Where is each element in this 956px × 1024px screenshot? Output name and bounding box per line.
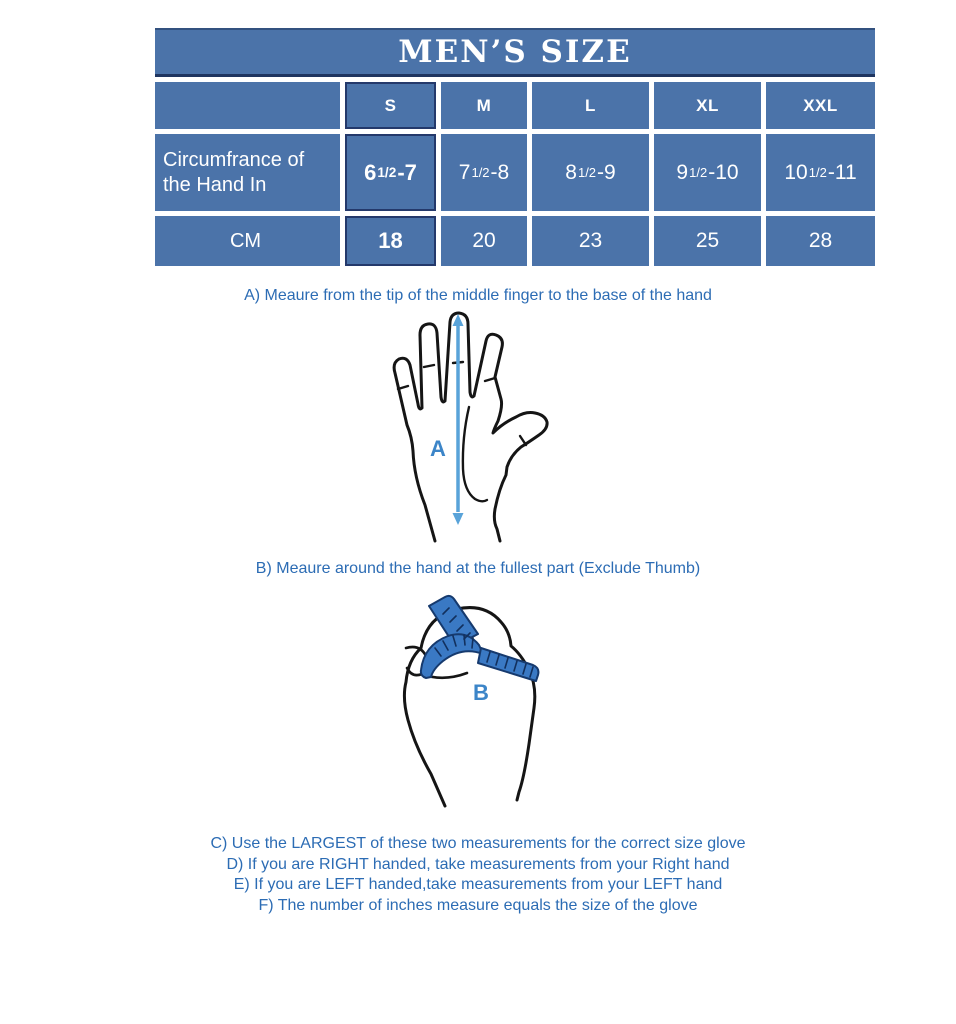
size-header-s: S xyxy=(345,82,436,129)
fist-with-tape-illustration xyxy=(393,588,565,816)
instruction-b: B) Meaure around the hand at the fullest part (Exclude Thumb) xyxy=(255,560,701,577)
diagram-label-b: B xyxy=(473,680,489,705)
inches-value-xxl xyxy=(766,134,875,211)
inches-s-range: -7 xyxy=(397,159,417,185)
instruction-a: A) Meaure from the tip of the middle finger to the base of the hand xyxy=(244,287,712,304)
inches-xxl-range: -11 xyxy=(827,160,857,184)
cm-value-xl: 25 xyxy=(654,216,761,266)
cm-value-m: 20 xyxy=(441,216,527,266)
mens-size-table xyxy=(155,28,875,266)
inches-value-m xyxy=(441,134,527,211)
inches-xxl-fraction: 1/2 xyxy=(808,165,827,180)
inches-xl-whole: 9 xyxy=(676,160,689,184)
instruction-e: E) If you are LEFT handed,take measurements from your LEFT hand xyxy=(233,876,723,893)
cm-row-label: CM xyxy=(155,216,340,266)
inches-l-whole: 8 xyxy=(565,160,577,184)
size-header-xxl: XXL xyxy=(766,82,875,129)
table-title: MEN’S SIZE xyxy=(155,28,875,77)
inches-value-l xyxy=(532,134,649,211)
corner-cell xyxy=(155,82,340,129)
hand-circumference-diagram xyxy=(393,588,565,816)
diagram-label-a: A xyxy=(430,436,446,461)
inches-value-xl xyxy=(654,134,761,211)
inches-row-label: Circumfrance of the Hand In xyxy=(155,134,340,211)
inches-xl-range: -10 xyxy=(708,160,739,184)
inches-m-whole: 7 xyxy=(458,160,471,184)
inches-m-range: -8 xyxy=(490,160,510,184)
inches-s-whole: 6 xyxy=(364,159,377,185)
inches-l-range: -9 xyxy=(597,160,616,184)
hand-outline xyxy=(394,313,547,541)
cm-value-xxl: 28 xyxy=(766,216,875,266)
open-hand-illustration xyxy=(383,309,555,545)
instruction-list xyxy=(0,834,956,916)
inches-l-fraction: 1/2 xyxy=(577,165,597,180)
size-header-m: M xyxy=(441,82,527,129)
size-header-xl: XL xyxy=(654,82,761,129)
size-header-l: L xyxy=(532,82,649,129)
inches-xl-fraction: 1/2 xyxy=(689,165,708,180)
inches-xxl-whole: 10 xyxy=(784,160,808,184)
inches-s-fraction: 1/2 xyxy=(377,165,397,180)
inches-value-s xyxy=(345,134,436,211)
hand-length-diagram xyxy=(383,309,555,545)
cm-value-s: 18 xyxy=(345,216,436,266)
instruction-f: F) The number of inches measure equals the size of the glove xyxy=(258,896,698,914)
instruction-d: D) If you are RIGHT handed, take measurements from your Right hand xyxy=(226,855,730,873)
instruction-c: C) Use the LARGEST of these two measurements for the correct size glove xyxy=(210,835,746,852)
cm-value-l: 23 xyxy=(532,216,649,266)
inches-m-fraction: 1/2 xyxy=(471,165,490,180)
